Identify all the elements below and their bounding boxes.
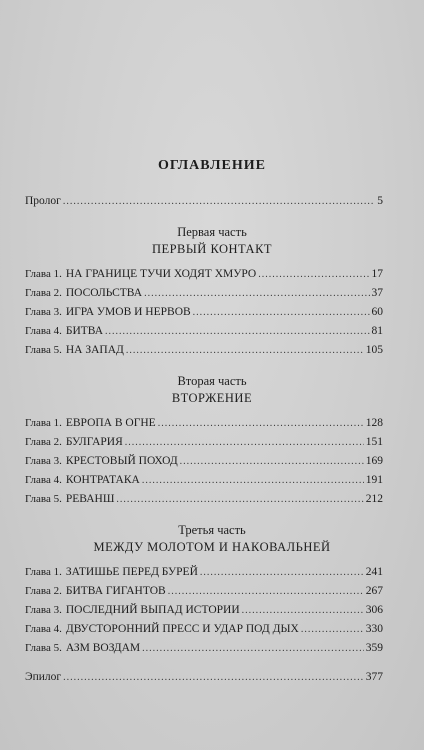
- chapter-label: Глава 2.: [25, 287, 62, 299]
- leader-dots: [168, 586, 364, 597]
- page-number: 17: [371, 268, 383, 280]
- entry-title: КОНТРАТАКА: [65, 474, 140, 486]
- leader-dots: [242, 605, 364, 616]
- toc-entry[interactable]: [25, 493, 383, 509]
- entry-title: ИГРА УМОВ И НЕРВОВ: [65, 306, 191, 318]
- leader-dots: [193, 307, 370, 318]
- page-number: 37: [371, 287, 383, 299]
- chapter-label: Глава 4.: [25, 325, 62, 337]
- leader-dots: [180, 456, 364, 467]
- toc-entry[interactable]: [25, 325, 383, 341]
- chapter-label: Глава 4.: [25, 623, 62, 635]
- leader-dots: [116, 494, 363, 505]
- page-number: 169: [365, 455, 383, 467]
- entry-title: НА ЗАПАД: [65, 344, 124, 356]
- entry-title: Эпилог: [25, 671, 62, 683]
- page-number: 212: [365, 493, 383, 505]
- toc-entry[interactable]: [25, 604, 383, 620]
- toc-heading: ОГЛАВЛЕНИЕ: [158, 158, 266, 173]
- toc-entry[interactable]: [25, 642, 383, 658]
- page-number: 241: [365, 566, 383, 578]
- chapter-label: Глава 2.: [25, 585, 62, 597]
- chapter-label: Глава 5.: [25, 493, 62, 505]
- entry-title: ПОСОЛЬСТВА: [65, 287, 143, 299]
- chapter-label: Глава 2.: [25, 436, 62, 448]
- chapter-label: Глава 1.: [25, 268, 62, 280]
- entry-title: АЗМ ВОЗДАМ: [65, 642, 141, 654]
- toc-entry[interactable]: [25, 344, 383, 360]
- entry-title: ДВУСТОРОННИЙ ПРЕСС И УДАР ПОД ДЫХ: [65, 623, 299, 635]
- toc-entry[interactable]: [25, 306, 383, 322]
- leader-dots: [200, 567, 364, 578]
- page-number: 128: [365, 417, 383, 429]
- leader-dots: [105, 326, 369, 337]
- leader-dots: [126, 345, 364, 356]
- toc-entry[interactable]: [25, 474, 383, 490]
- entry-title: НА ГРАНИЦЕ ТУЧИ ХОДЯТ ХМУРО: [65, 268, 257, 280]
- leader-dots: [142, 643, 364, 654]
- entry-title: БИТВА ГИГАНТОВ: [65, 585, 166, 597]
- page-number: 359: [365, 642, 383, 654]
- leader-dots: [142, 475, 364, 486]
- toc-entry[interactable]: [25, 268, 383, 284]
- page-number: 377: [365, 671, 383, 683]
- page-number: 191: [365, 474, 383, 486]
- leader-dots: [258, 269, 369, 280]
- entry-title: КРЕСТОВЫЙ ПОХОД: [65, 455, 178, 467]
- leader-dots: [63, 196, 375, 207]
- entry-title: ЗАТИШЬЕ ПЕРЕД БУРЕЙ: [65, 566, 198, 578]
- page-number: 267: [365, 585, 383, 597]
- entry-title: ПОСЛЕДНИЙ ВЫПАД ИСТОРИИ: [65, 604, 240, 616]
- part-title: МЕЖДУ МОЛОТОМ И НАКОВАЛЬНЕЙ: [93, 540, 331, 554]
- entry-title: ЕВРОПА В ОГНЕ: [65, 417, 156, 429]
- entry-title: БУЛГАРИЯ: [65, 436, 123, 448]
- entry-title: РЕВАНШ: [65, 493, 115, 505]
- toc-entry-prologue[interactable]: [25, 195, 383, 211]
- toc-entry[interactable]: [25, 455, 383, 471]
- entry-title: БИТВА: [65, 325, 104, 337]
- toc-entry[interactable]: [25, 566, 383, 582]
- chapter-label: Глава 5.: [25, 642, 62, 654]
- chapter-label: Глава 1.: [25, 417, 62, 429]
- page-number: 5: [377, 195, 383, 207]
- page-number: 330: [365, 623, 383, 635]
- toc-entry[interactable]: [25, 287, 383, 303]
- page-number: 105: [365, 344, 383, 356]
- chapter-label: Глава 4.: [25, 474, 62, 486]
- chapter-label: Глава 3.: [25, 306, 62, 318]
- leader-dots: [158, 418, 364, 429]
- leader-dots: [144, 288, 369, 299]
- page-number: 60: [371, 306, 383, 318]
- part-title: ВТОРЖЕНИЕ: [171, 391, 253, 405]
- leader-dots: [63, 672, 364, 683]
- entry-title: Пролог: [25, 195, 61, 207]
- chapter-label: Глава 1.: [25, 566, 62, 578]
- page-number: 151: [365, 436, 383, 448]
- toc-entry[interactable]: [25, 623, 383, 639]
- chapter-label: Глава 5.: [25, 344, 62, 356]
- toc-entry-epilogue[interactable]: [25, 671, 383, 687]
- part-title: ПЕРВЫЙ КОНТАКТ: [151, 242, 273, 256]
- part-label: Третья часть: [178, 523, 246, 537]
- page-number: 306: [365, 604, 383, 616]
- leader-dots: [125, 437, 364, 448]
- page-number: 81: [371, 325, 383, 337]
- toc-entry[interactable]: [25, 436, 383, 452]
- toc-entry[interactable]: [25, 585, 383, 601]
- chapter-label: Глава 3.: [25, 455, 62, 467]
- chapter-label: Глава 3.: [25, 604, 62, 616]
- part-label: Первая часть: [177, 225, 247, 239]
- part-label: Вторая часть: [177, 374, 247, 388]
- toc-entry[interactable]: [25, 417, 383, 433]
- leader-dots: [301, 624, 364, 635]
